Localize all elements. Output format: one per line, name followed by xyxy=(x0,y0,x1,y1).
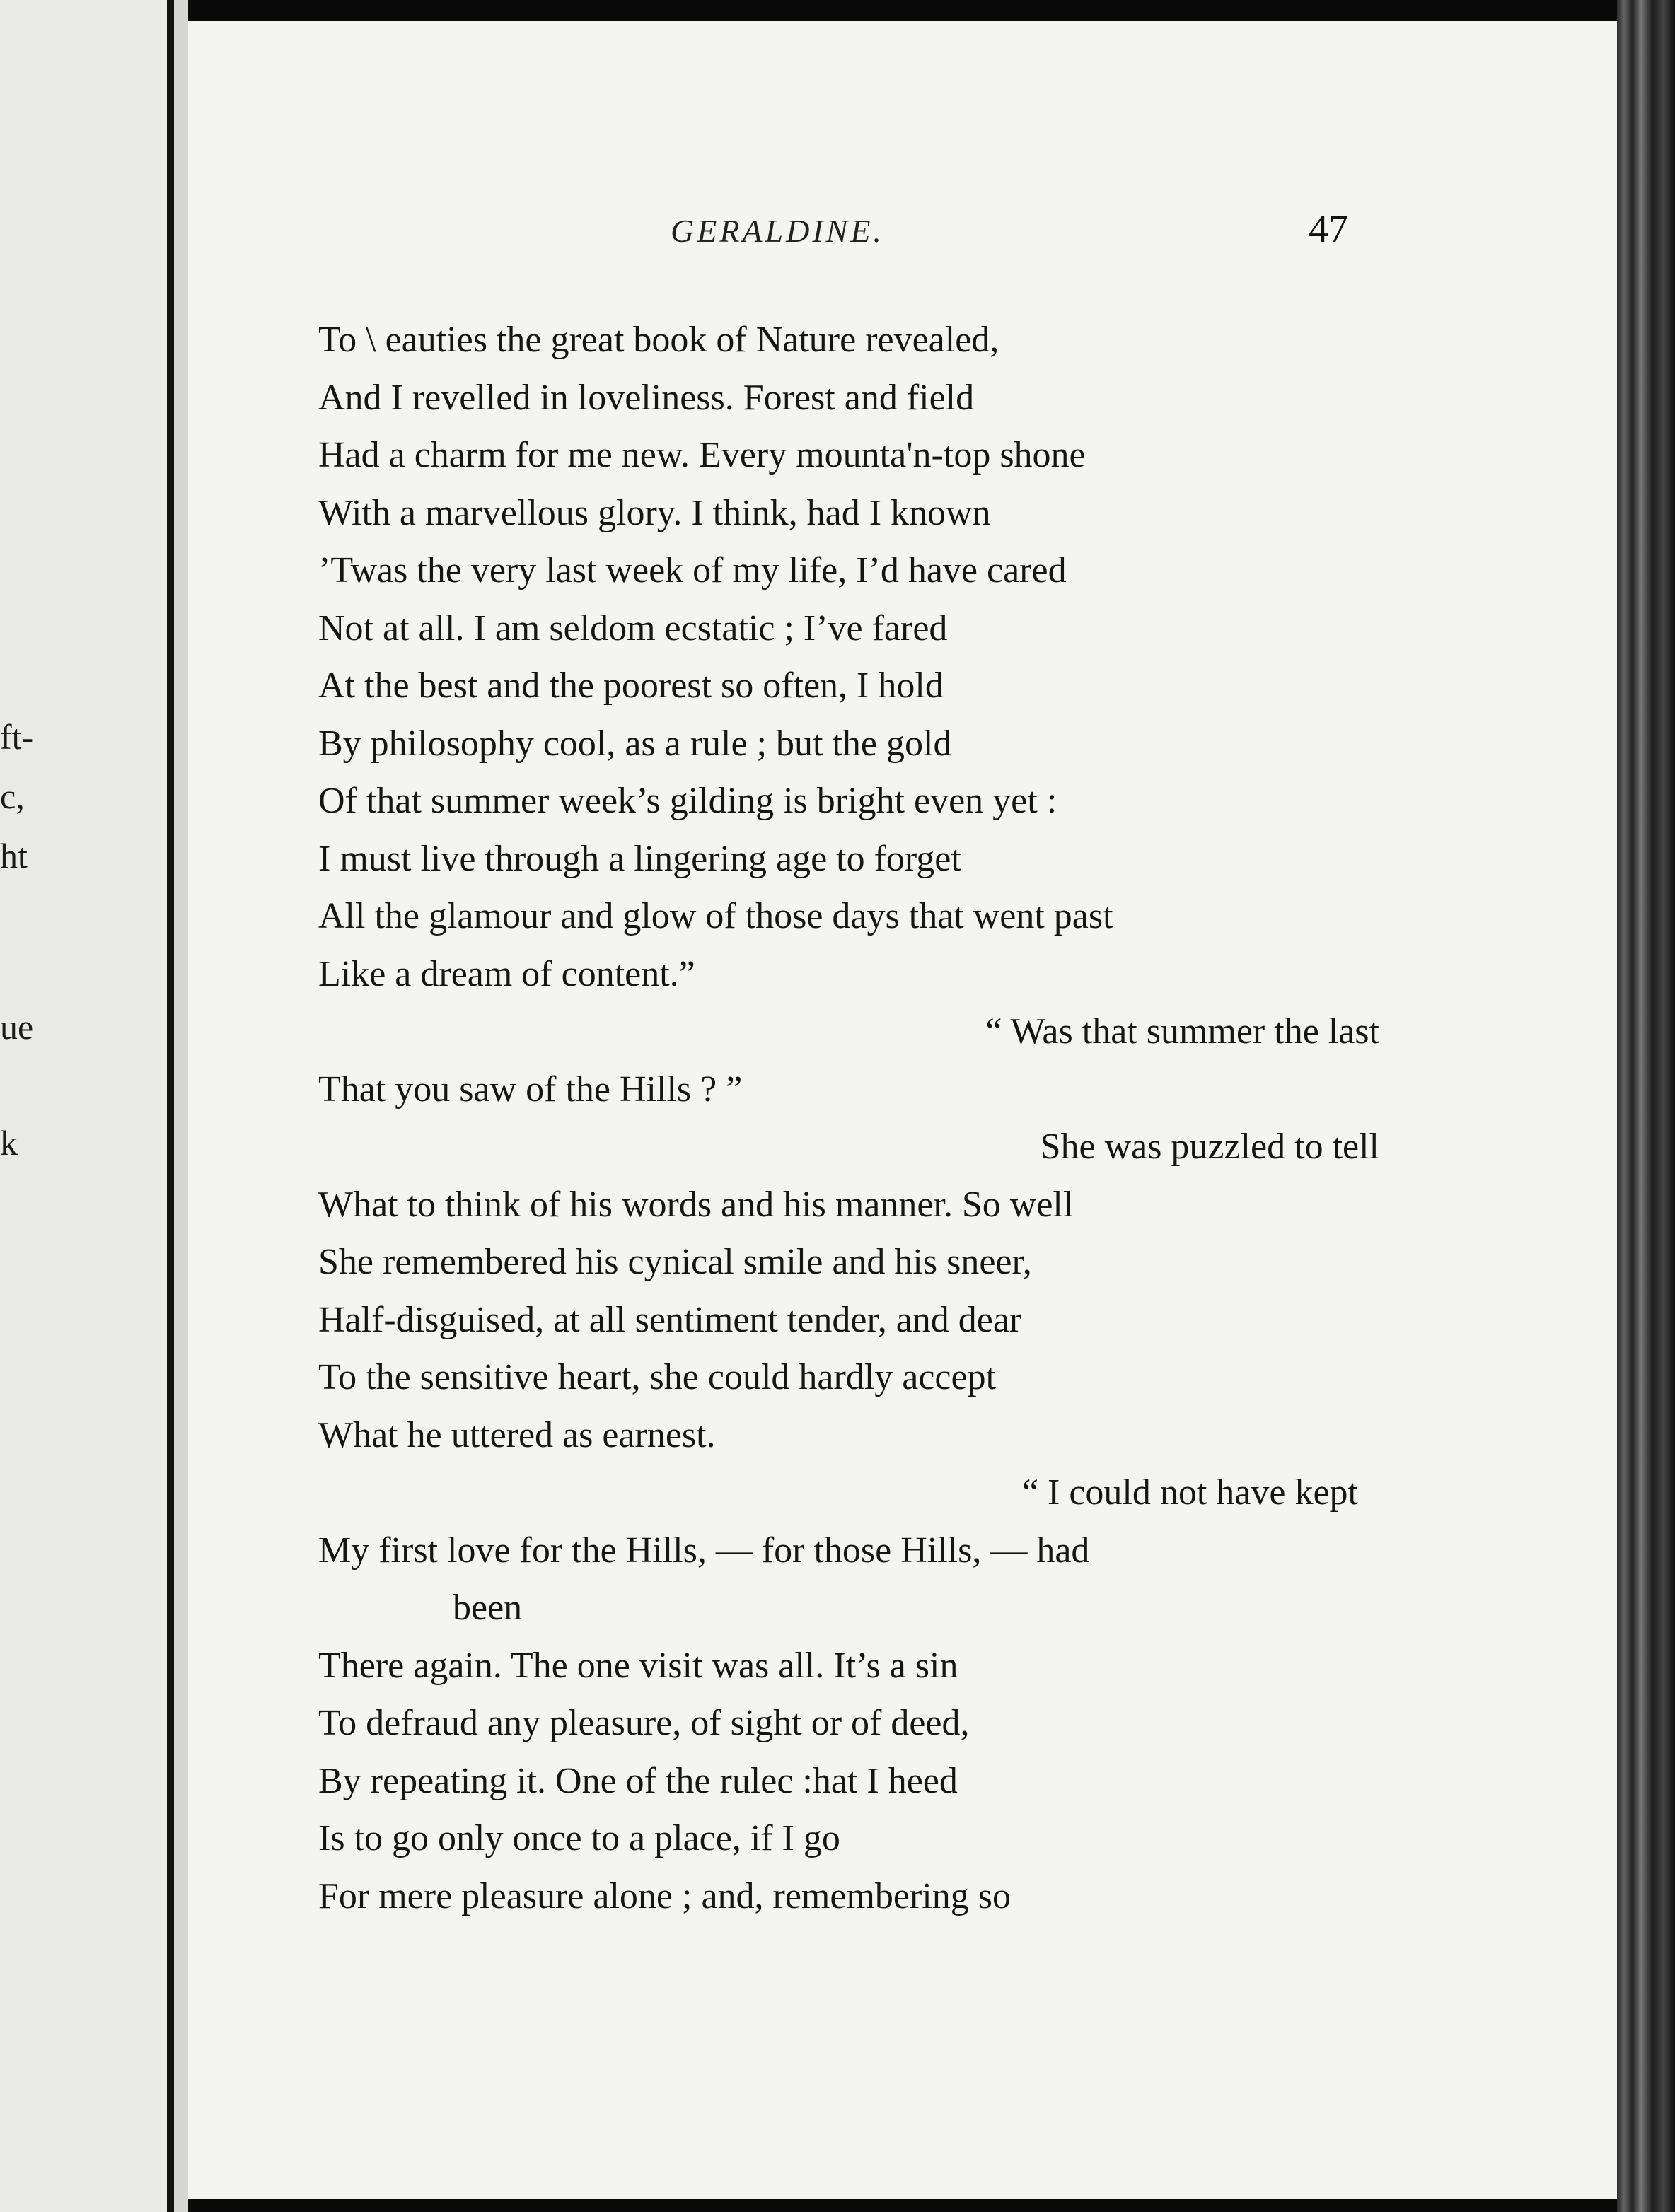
poem-line: Of that summer week’s gilding is bright even yet : xyxy=(318,781,1057,821)
book-gutter xyxy=(167,0,174,2212)
facing-page-fragment: ft- xyxy=(0,717,34,757)
running-head: GERALDINE. xyxy=(671,213,884,249)
poem-line: With a marvellous glory. I think, had I known xyxy=(318,492,991,533)
poem-line: Had a charm for me new. Every mounta'n-top shone xyxy=(318,435,1086,475)
facing-page-fragment: ue xyxy=(0,1007,34,1047)
poem-line: That you saw of the Hills ? ” xyxy=(318,1069,743,1110)
page-number: 47 xyxy=(1309,207,1348,251)
poem-line: By philosophy cool, as a rule ; but the gold xyxy=(318,723,952,764)
gutter-shadow xyxy=(174,0,188,2212)
poem-line: By repeating it. One of the rulec :hat I heed xyxy=(318,1760,958,1801)
poem-line: What he uttered as earnest. xyxy=(318,1414,716,1455)
poem-line: Is to go only once to a place, if I go xyxy=(318,1818,840,1858)
poem-line: ’Twas the very last week of my life, I’d have cared xyxy=(318,550,1067,590)
poem-line: To \ eauties the great book of Nature revealed, xyxy=(318,320,999,360)
facing-page-strip xyxy=(0,0,167,2212)
poem-line: For mere pleasure alone ; and, remembering so xyxy=(318,1875,1011,1916)
poem-line: My first love for the Hills, — for those Hills, — had xyxy=(318,1530,1090,1571)
poem-line: Not at all. I am seldom ecstatic ; I’ve fared xyxy=(318,607,948,648)
poem-line: She remembered his cynical smile and his sneer, xyxy=(318,1242,1032,1282)
facing-page-fragment: k xyxy=(0,1123,18,1163)
page-edges xyxy=(1617,0,1675,2212)
poem-turnover-line: been xyxy=(453,1588,523,1628)
poem-text xyxy=(318,311,1379,1925)
poem-line-indented: She was puzzled to tell xyxy=(1040,1127,1379,1167)
poem-line: To defraud any pleasure, of sight or of deed, xyxy=(318,1703,970,1743)
poem-line: To the sensitive heart, she could hardly accept xyxy=(318,1357,997,1397)
poem-line: At the best and the poorest so often, I hold xyxy=(318,665,944,706)
poem-line: What to think of his words and his manner. So well xyxy=(318,1184,1074,1225)
facing-page-fragment: c, xyxy=(0,776,25,816)
poem-line: Half-disguised, at all sentiment tender, and dear xyxy=(318,1299,1022,1340)
poem-line: Like a dream of content.” xyxy=(318,953,695,994)
poem-line: And I revelled in loveliness. Forest and field xyxy=(318,377,975,418)
poem-line: I must live through a lingering age to forget xyxy=(318,838,961,879)
poem-line: All the glamour and glow of those days that went past xyxy=(318,896,1113,936)
facing-page-fragment: ht xyxy=(0,836,28,875)
poem-line-indented: “ Was that summer the last xyxy=(985,1011,1379,1052)
poem-line: There again. The one visit was all. It’s a sin xyxy=(318,1645,958,1686)
poem-line-indented: “ I could not have kept xyxy=(1021,1472,1358,1513)
